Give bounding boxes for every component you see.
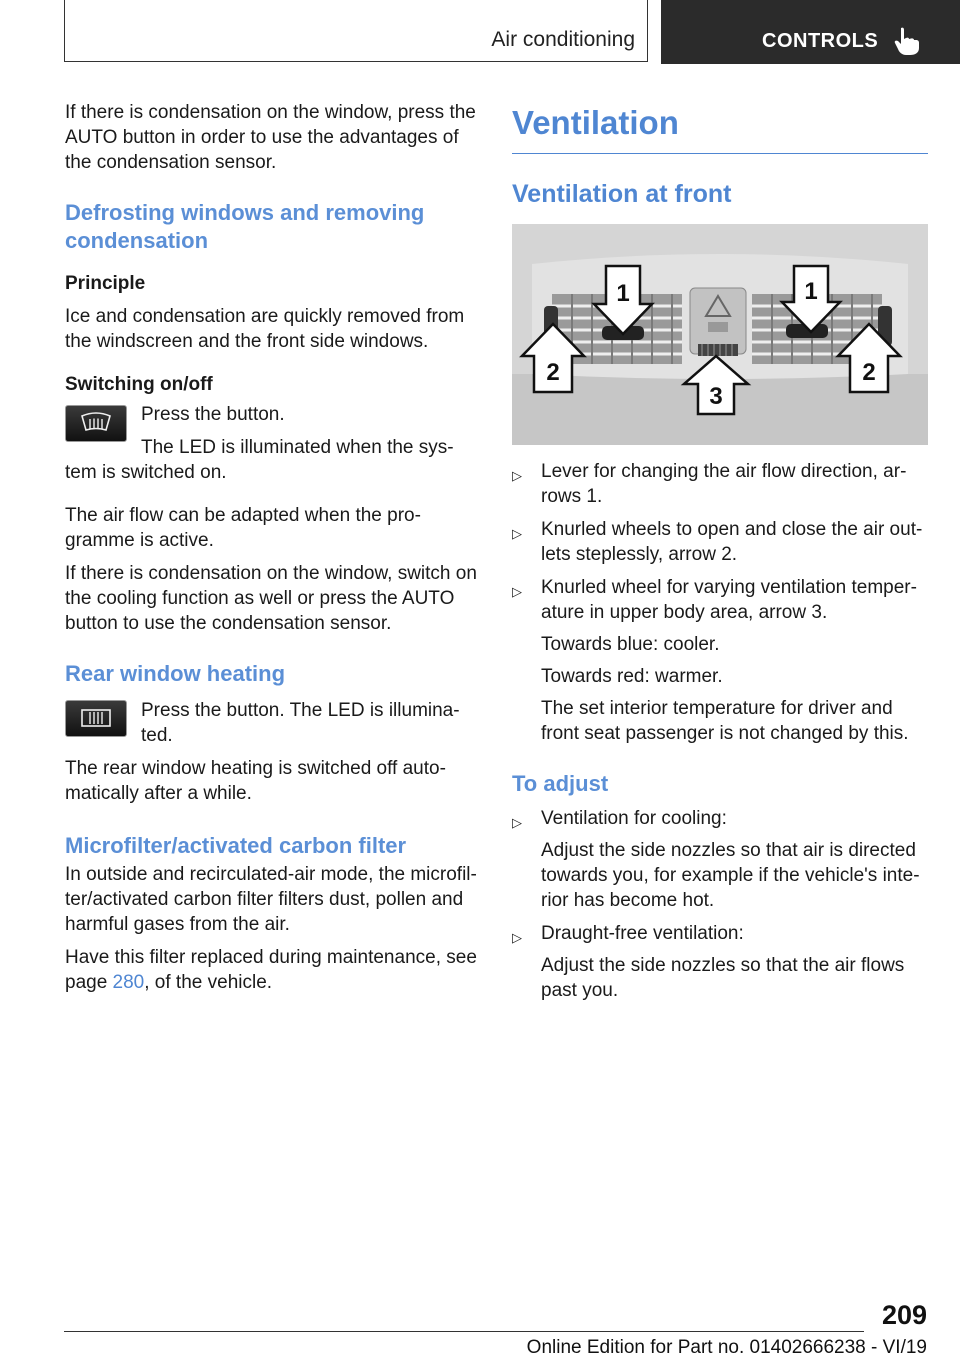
triangle-bullet-icon: ▷ xyxy=(512,930,522,945)
ventilation-heading: Ventilation xyxy=(512,104,679,141)
footer-rule xyxy=(64,1331,864,1332)
header-chapter-tab xyxy=(661,0,960,64)
switching-led: The LED is illuminated when the sys‐ xyxy=(141,437,454,458)
triangle-bullet-icon: ▷ xyxy=(512,526,522,541)
adjust-list xyxy=(512,806,928,1003)
pointing-hand-icon xyxy=(893,26,921,56)
photo-label-3: 3 xyxy=(709,383,723,410)
filter-heading: Microfilter/activated carbon filter xyxy=(65,833,407,858)
rear-auto-text: The rear window heating is switched off auto‐ matically after a while. xyxy=(65,758,446,804)
page-number: 209 xyxy=(881,1300,927,1330)
filter-text: In outside and recirculated-air mode, the microfil‐ ter/activated carbon filter filters dust, pollen and harmful gases from the air. xyxy=(65,864,477,935)
list-item: ▷ Draught-free ventilation: Adjust the side nozzles so that the air flows past you. xyxy=(512,923,905,1001)
switching-led-cont: tem is switched on. xyxy=(65,462,227,483)
heading-rule xyxy=(512,153,928,154)
rear-heating-heading: Rear window heating xyxy=(65,661,286,686)
triangle-bullet-icon: ▷ xyxy=(512,584,522,599)
photo-label-2-right: 2 xyxy=(862,359,876,386)
list-item: ▷ Knurled wheels to open and close the air out‐ lets steplessly, arrow 2. xyxy=(512,519,923,565)
vent-photo xyxy=(512,224,928,445)
photo-label-2-left: 2 xyxy=(546,359,560,386)
intro-paragraph: If there is condensation on the window, press the AUTO button in order to use the advantages of the condensation sensor. xyxy=(65,102,476,173)
adjust-heading: To adjust xyxy=(512,771,609,796)
triangle-bullet-icon: ▷ xyxy=(512,815,522,830)
photo-label-1-left: 1 xyxy=(616,280,630,307)
principle-heading: Principle xyxy=(65,273,146,294)
list-item: ▷ Ventilation for cooling: Adjust the side nozzles so that air is directed towards you, for example if the vehicle's inte‐ rior has become hot. xyxy=(512,808,920,911)
rear-press: Press the button. The LED is illumina‐ ted. xyxy=(141,700,460,746)
filter-replace-text: Have this filter replaced during maintenance, see page 280, of the vehicle. xyxy=(65,947,477,993)
page-link[interactable]: 280 xyxy=(112,972,145,993)
rear-heating-instruction xyxy=(65,698,480,748)
edition-footer: Online Edition for Part no. 01402666238 - VI/19 xyxy=(526,1337,927,1358)
chapter-title: CONTROLS xyxy=(762,30,879,52)
defrost-heading: Defrosting windows and removing condensation xyxy=(65,200,425,253)
list-item: ▷ Knurled wheel for varying ventilation temper‐ ature in upper body area, arrow 3. Towards blue: cooler. Towards red: warmer. The set interior temperature for driver and front seat passenger is not changed by this. xyxy=(512,577,917,744)
principle-text: Ice and condensation are quickly removed from the windscreen and the front side windows. xyxy=(65,306,465,352)
airflow-text: The air flow can be adapted when the pro‐ gramme is active. xyxy=(65,505,421,551)
right-column xyxy=(512,103,928,1003)
triangle-bullet-icon: ▷ xyxy=(512,468,522,483)
header-section-box xyxy=(64,0,648,62)
front-ventilation-heading: Ventilation at front xyxy=(512,180,732,208)
photo-label-1-right: 1 xyxy=(804,278,818,305)
condensation-text: If there is condensation on the window, switch on the cooling function as well or press the AUTO button to use the condensation sensor. xyxy=(65,563,477,634)
rear-window-heating-icon xyxy=(65,700,127,737)
windscreen-defrost-icon xyxy=(65,405,127,442)
section-title: Air conditioning xyxy=(491,28,635,51)
left-column xyxy=(65,100,480,995)
switching-heading: Switching on/off xyxy=(65,374,213,395)
list-item: ▷ Lever for changing the air flow direction, ar‐ rows 1. xyxy=(512,461,907,507)
front-defrost-instruction xyxy=(65,402,480,485)
vent-feature-list xyxy=(512,459,928,746)
switching-press: Press the button. xyxy=(141,404,285,425)
